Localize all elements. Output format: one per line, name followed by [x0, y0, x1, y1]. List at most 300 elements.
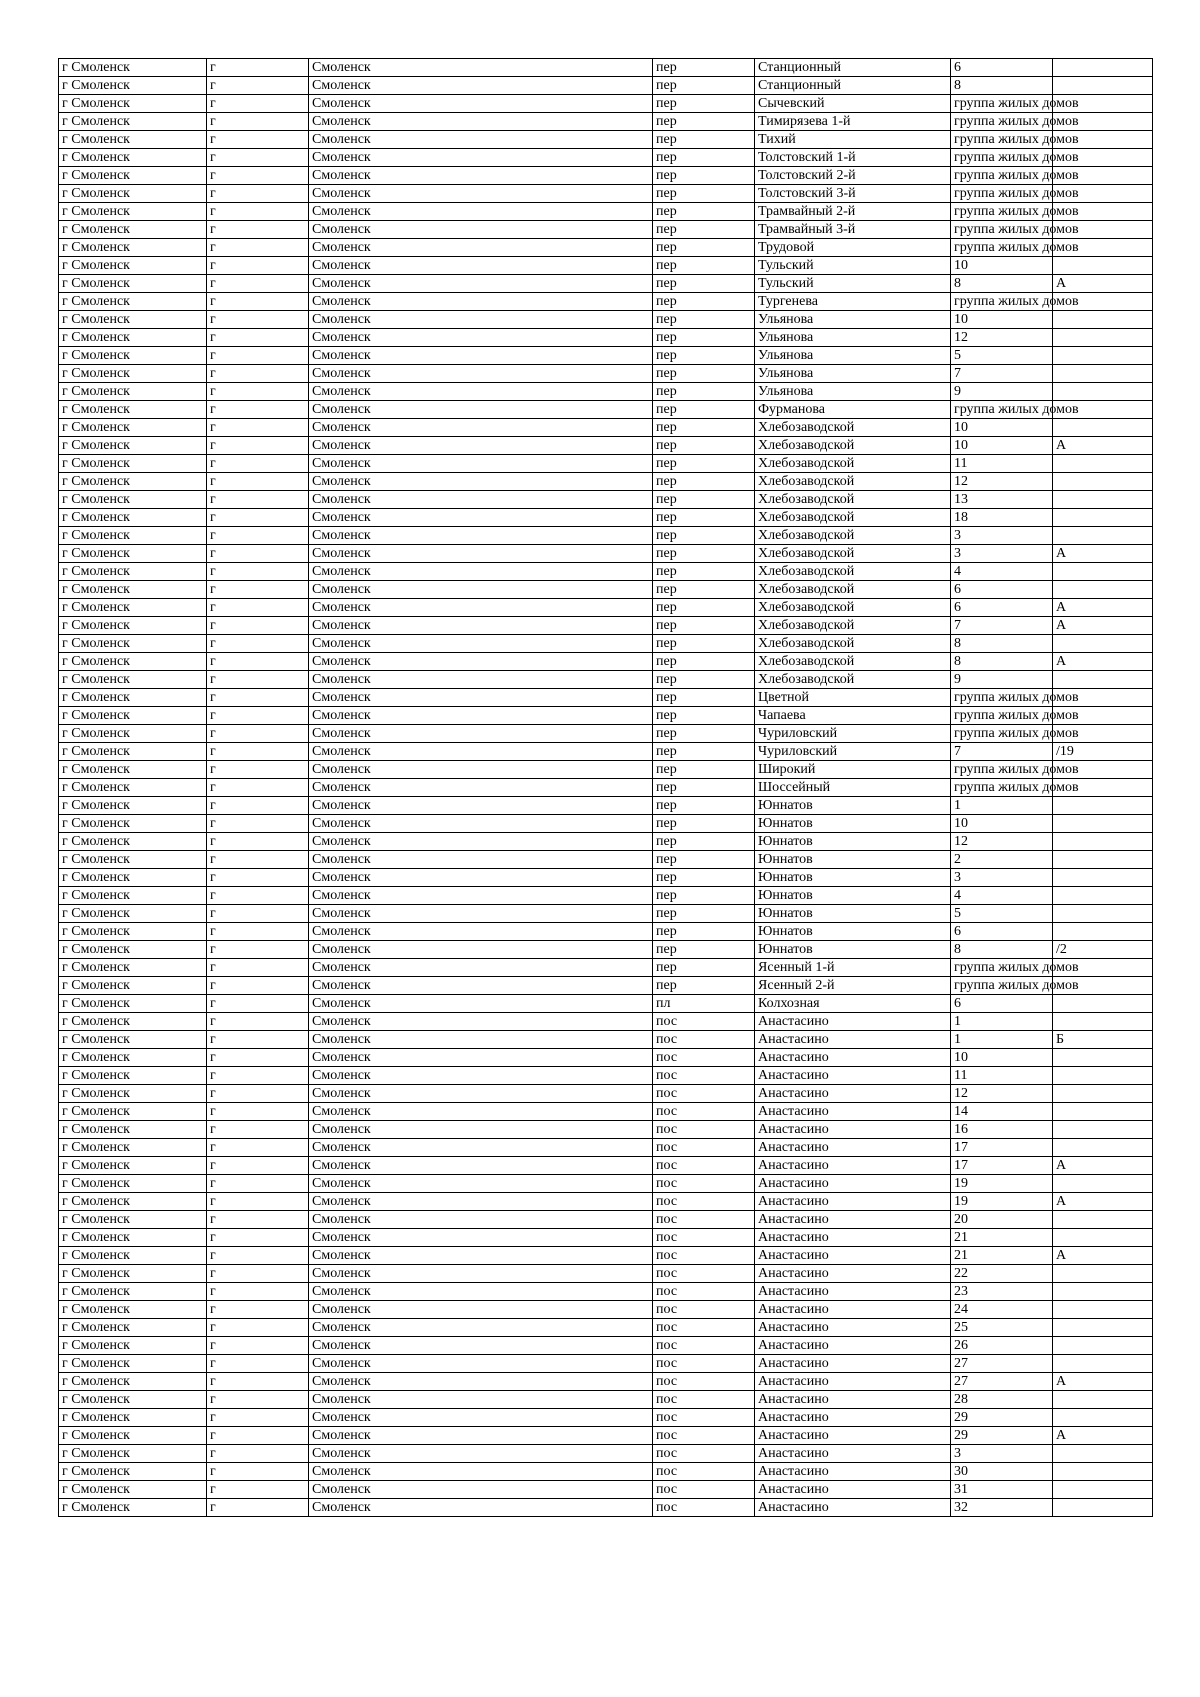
city-cell: г Смоленск — [59, 1157, 207, 1175]
table-row — [59, 77, 1153, 95]
house-number-cell: 26 — [951, 1337, 1053, 1355]
settlement-cell: Смоленск — [309, 1463, 653, 1481]
street-type-cell: пл — [653, 995, 755, 1013]
building-letter-cell — [1053, 329, 1153, 347]
house-number-cell: 10 — [951, 311, 1053, 329]
city-type-cell: г — [207, 347, 309, 365]
house-number-cell: группа жилых домов — [951, 761, 1053, 779]
building-letter-cell — [1053, 1265, 1153, 1283]
house-number-cell: группа жилых домов — [951, 113, 1053, 131]
street-type-cell: пос — [653, 1157, 755, 1175]
house-number-cell: 6 — [951, 923, 1053, 941]
settlement-cell: Смоленск — [309, 707, 653, 725]
building-letter-cell: А — [1053, 1193, 1153, 1211]
city-type-cell: г — [207, 509, 309, 527]
city-cell: г Смоленск — [59, 257, 207, 275]
street-type-cell: пер — [653, 671, 755, 689]
table-row — [59, 1229, 1153, 1247]
city-cell: г Смоленск — [59, 275, 207, 293]
city-type-cell: г — [207, 1013, 309, 1031]
table-row — [59, 149, 1153, 167]
city-cell: г Смоленск — [59, 671, 207, 689]
house-number-cell: 18 — [951, 509, 1053, 527]
city-type-cell: г — [207, 1049, 309, 1067]
street-type-cell: пос — [653, 1067, 755, 1085]
city-cell: г Смоленск — [59, 779, 207, 797]
city-type-cell: г — [207, 707, 309, 725]
building-letter-cell — [1053, 1121, 1153, 1139]
city-cell: г Смоленск — [59, 131, 207, 149]
table-row — [59, 131, 1153, 149]
street-type-cell: пер — [653, 95, 755, 113]
settlement-cell: Смоленск — [309, 1211, 653, 1229]
street-name-cell: Юннатов — [755, 941, 951, 959]
house-number-cell: 21 — [951, 1229, 1053, 1247]
city-cell: г Смоленск — [59, 329, 207, 347]
city-cell: г Смоленск — [59, 1193, 207, 1211]
city-type-cell: г — [207, 653, 309, 671]
street-type-cell: пер — [653, 689, 755, 707]
street-name-cell: Анастасино — [755, 1085, 951, 1103]
street-name-cell: Анастасино — [755, 1463, 951, 1481]
house-number-cell: 28 — [951, 1391, 1053, 1409]
city-cell: г Смоленск — [59, 1319, 207, 1337]
house-number-cell: 23 — [951, 1283, 1053, 1301]
city-type-cell: г — [207, 1211, 309, 1229]
table-row — [59, 959, 1153, 977]
city-cell: г Смоленск — [59, 401, 207, 419]
building-letter-cell — [1053, 419, 1153, 437]
house-number-cell: 6 — [951, 995, 1053, 1013]
street-name-cell: Анастасино — [755, 1427, 951, 1445]
street-name-cell: Анастасино — [755, 1193, 951, 1211]
street-type-cell: пос — [653, 1445, 755, 1463]
city-type-cell: г — [207, 635, 309, 653]
settlement-cell: Смоленск — [309, 1085, 653, 1103]
settlement-cell: Смоленск — [309, 347, 653, 365]
street-name-cell: Трамвайный 2-й — [755, 203, 951, 221]
settlement-cell: Смоленск — [309, 59, 653, 77]
street-type-cell: пер — [653, 131, 755, 149]
street-name-cell: Анастасино — [755, 1139, 951, 1157]
table-row — [59, 1175, 1153, 1193]
city-type-cell: г — [207, 1193, 309, 1211]
street-type-cell: пер — [653, 221, 755, 239]
city-type-cell: г — [207, 833, 309, 851]
house-number-cell: группа жилых домов — [951, 293, 1053, 311]
city-cell: г Смоленск — [59, 707, 207, 725]
settlement-cell: Смоленск — [309, 833, 653, 851]
table-row — [59, 1247, 1153, 1265]
table-row — [59, 977, 1153, 995]
street-name-cell: Юннатов — [755, 869, 951, 887]
house-number-cell: 4 — [951, 563, 1053, 581]
street-type-cell: пос — [653, 1499, 755, 1517]
city-type-cell: г — [207, 977, 309, 995]
house-number-cell: 7 — [951, 365, 1053, 383]
street-type-cell: пер — [653, 815, 755, 833]
street-name-cell: Цветной — [755, 689, 951, 707]
city-cell: г Смоленск — [59, 1175, 207, 1193]
table-row — [59, 437, 1153, 455]
street-type-cell: пос — [653, 1319, 755, 1337]
table-row — [59, 509, 1153, 527]
table-row — [59, 941, 1153, 959]
street-type-cell: пос — [653, 1481, 755, 1499]
building-letter-cell — [1053, 635, 1153, 653]
table-row — [59, 797, 1153, 815]
city-type-cell: г — [207, 797, 309, 815]
city-cell: г Смоленск — [59, 1049, 207, 1067]
building-letter-cell — [1053, 491, 1153, 509]
house-number-cell: 11 — [951, 455, 1053, 473]
settlement-cell: Смоленск — [309, 1445, 653, 1463]
building-letter-cell — [1053, 869, 1153, 887]
house-number-cell: 3 — [951, 545, 1053, 563]
street-type-cell: пер — [653, 347, 755, 365]
street-type-cell: пос — [653, 1355, 755, 1373]
street-name-cell: Тихий — [755, 131, 951, 149]
table-row — [59, 1373, 1153, 1391]
settlement-cell: Смоленск — [309, 689, 653, 707]
street-name-cell: Анастасино — [755, 1409, 951, 1427]
street-name-cell: Юннатов — [755, 815, 951, 833]
city-cell: г Смоленск — [59, 167, 207, 185]
settlement-cell: Смоленск — [309, 1301, 653, 1319]
street-name-cell: Анастасино — [755, 1319, 951, 1337]
city-type-cell: г — [207, 437, 309, 455]
street-name-cell: Анастасино — [755, 1211, 951, 1229]
city-cell: г Смоленск — [59, 815, 207, 833]
city-type-cell: г — [207, 1085, 309, 1103]
city-type-cell: г — [207, 1229, 309, 1247]
city-cell: г Смоленск — [59, 851, 207, 869]
table-row — [59, 419, 1153, 437]
city-type-cell: г — [207, 617, 309, 635]
table-row — [59, 239, 1153, 257]
house-number-cell: группа жилых домов — [951, 185, 1053, 203]
building-letter-cell — [1053, 1355, 1153, 1373]
city-cell: г Смоленск — [59, 203, 207, 221]
street-type-cell: пос — [653, 1193, 755, 1211]
building-letter-cell — [1053, 1463, 1153, 1481]
house-number-cell: группа жилых домов — [951, 725, 1053, 743]
street-name-cell: Юннатов — [755, 851, 951, 869]
table-row — [59, 887, 1153, 905]
house-number-cell: 6 — [951, 581, 1053, 599]
settlement-cell: Смоленск — [309, 653, 653, 671]
settlement-cell: Смоленск — [309, 95, 653, 113]
settlement-cell: Смоленск — [309, 1481, 653, 1499]
street-name-cell: Хлебозаводской — [755, 491, 951, 509]
city-type-cell: г — [207, 1157, 309, 1175]
city-type-cell: г — [207, 473, 309, 491]
settlement-cell: Смоленск — [309, 1013, 653, 1031]
street-type-cell: пос — [653, 1049, 755, 1067]
table-row — [59, 545, 1153, 563]
city-type-cell: г — [207, 779, 309, 797]
street-type-cell: пер — [653, 635, 755, 653]
building-letter-cell: А — [1053, 1157, 1153, 1175]
street-type-cell: пер — [653, 527, 755, 545]
city-type-cell: г — [207, 527, 309, 545]
street-type-cell: пер — [653, 59, 755, 77]
city-type-cell: г — [207, 383, 309, 401]
house-number-cell: 10 — [951, 815, 1053, 833]
building-letter-cell: /2 — [1053, 941, 1153, 959]
city-type-cell: г — [207, 563, 309, 581]
settlement-cell: Смоленск — [309, 761, 653, 779]
street-type-cell: пер — [653, 599, 755, 617]
city-type-cell: г — [207, 1121, 309, 1139]
city-cell: г Смоленск — [59, 1247, 207, 1265]
city-cell: г Смоленск — [59, 1211, 207, 1229]
settlement-cell: Смоленск — [309, 401, 653, 419]
house-number-cell: 19 — [951, 1175, 1053, 1193]
city-cell: г Смоленск — [59, 1445, 207, 1463]
building-letter-cell — [1053, 77, 1153, 95]
street-type-cell: пер — [653, 761, 755, 779]
house-number-cell: группа жилых домов — [951, 95, 1053, 113]
street-name-cell: Ясенный 1-й — [755, 959, 951, 977]
house-number-cell: 19 — [951, 1193, 1053, 1211]
table-row — [59, 1211, 1153, 1229]
city-cell: г Смоленск — [59, 833, 207, 851]
settlement-cell: Смоленск — [309, 491, 653, 509]
street-type-cell: пер — [653, 833, 755, 851]
street-type-cell: пер — [653, 977, 755, 995]
house-number-cell: 1 — [951, 1013, 1053, 1031]
house-number-cell: группа жилых домов — [951, 131, 1053, 149]
building-letter-cell — [1053, 851, 1153, 869]
settlement-cell: Смоленск — [309, 1319, 653, 1337]
settlement-cell: Смоленск — [309, 941, 653, 959]
street-name-cell: Ульянова — [755, 347, 951, 365]
settlement-cell: Смоленск — [309, 1427, 653, 1445]
table-row — [59, 923, 1153, 941]
settlement-cell: Смоленск — [309, 1337, 653, 1355]
city-cell: г Смоленск — [59, 455, 207, 473]
city-type-cell: г — [207, 1175, 309, 1193]
city-cell: г Смоленск — [59, 293, 207, 311]
house-number-cell: 21 — [951, 1247, 1053, 1265]
street-name-cell: Хлебозаводской — [755, 527, 951, 545]
building-letter-cell — [1053, 833, 1153, 851]
city-cell: г Смоленск — [59, 95, 207, 113]
street-type-cell: пер — [653, 869, 755, 887]
street-name-cell: Ульянова — [755, 329, 951, 347]
building-letter-cell — [1053, 1481, 1153, 1499]
building-letter-cell: А — [1053, 1247, 1153, 1265]
street-type-cell: пос — [653, 1121, 755, 1139]
building-letter-cell — [1053, 1229, 1153, 1247]
building-letter-cell — [1053, 365, 1153, 383]
table-row — [59, 815, 1153, 833]
building-letter-cell — [1053, 347, 1153, 365]
city-type-cell: г — [207, 203, 309, 221]
street-name-cell: Ульянова — [755, 311, 951, 329]
house-number-cell: 17 — [951, 1157, 1053, 1175]
street-name-cell: Ясенный 2-й — [755, 977, 951, 995]
street-type-cell: пер — [653, 293, 755, 311]
street-type-cell: пос — [653, 1283, 755, 1301]
street-name-cell: Трудовой — [755, 239, 951, 257]
city-cell: г Смоленск — [59, 635, 207, 653]
table-row — [59, 617, 1153, 635]
table-row — [59, 1499, 1153, 1517]
city-cell: г Смоленск — [59, 545, 207, 563]
street-name-cell: Анастасино — [755, 1067, 951, 1085]
building-letter-cell — [1053, 1103, 1153, 1121]
street-name-cell: Анастасино — [755, 1355, 951, 1373]
street-name-cell: Тульский — [755, 257, 951, 275]
house-number-cell: 10 — [951, 257, 1053, 275]
city-type-cell: г — [207, 419, 309, 437]
city-cell: г Смоленск — [59, 1013, 207, 1031]
street-name-cell: Юннатов — [755, 797, 951, 815]
building-letter-cell — [1053, 383, 1153, 401]
settlement-cell: Смоленск — [309, 815, 653, 833]
building-letter-cell — [1053, 473, 1153, 491]
city-cell: г Смоленск — [59, 1139, 207, 1157]
house-number-cell: группа жилых домов — [951, 707, 1053, 725]
street-type-cell: пос — [653, 1013, 755, 1031]
house-number-cell: группа жилых домов — [951, 977, 1053, 995]
house-number-cell: 25 — [951, 1319, 1053, 1337]
house-number-cell: 8 — [951, 653, 1053, 671]
city-type-cell: г — [207, 1463, 309, 1481]
street-name-cell: Чуриловский — [755, 725, 951, 743]
street-name-cell: Анастасино — [755, 1373, 951, 1391]
table-row — [59, 833, 1153, 851]
street-name-cell: Станционный — [755, 77, 951, 95]
settlement-cell: Смоленск — [309, 383, 653, 401]
city-type-cell: г — [207, 167, 309, 185]
building-letter-cell — [1053, 1337, 1153, 1355]
table-row — [59, 635, 1153, 653]
city-type-cell: г — [207, 59, 309, 77]
table-row — [59, 275, 1153, 293]
house-number-cell: 12 — [951, 473, 1053, 491]
street-name-cell: Хлебозаводской — [755, 455, 951, 473]
settlement-cell: Смоленск — [309, 923, 653, 941]
house-number-cell: 3 — [951, 527, 1053, 545]
street-name-cell: Анастасино — [755, 1445, 951, 1463]
house-number-cell: группа жилых домов — [951, 203, 1053, 221]
settlement-cell: Смоленск — [309, 1265, 653, 1283]
settlement-cell: Смоленск — [309, 1067, 653, 1085]
street-type-cell: пос — [653, 1229, 755, 1247]
building-letter-cell: Б — [1053, 1031, 1153, 1049]
table-row — [59, 689, 1153, 707]
street-name-cell: Сычевский — [755, 95, 951, 113]
city-type-cell: г — [207, 959, 309, 977]
address-table-body — [59, 59, 1153, 1517]
building-letter-cell — [1053, 59, 1153, 77]
settlement-cell: Смоленск — [309, 239, 653, 257]
settlement-cell: Смоленск — [309, 977, 653, 995]
table-row — [59, 707, 1153, 725]
street-name-cell: Хлебозаводской — [755, 581, 951, 599]
city-type-cell: г — [207, 1067, 309, 1085]
street-type-cell: пос — [653, 1139, 755, 1157]
house-number-cell: 30 — [951, 1463, 1053, 1481]
street-type-cell: пос — [653, 1301, 755, 1319]
city-cell: г Смоленск — [59, 1463, 207, 1481]
city-cell: г Смоленск — [59, 1229, 207, 1247]
settlement-cell: Смоленск — [309, 743, 653, 761]
city-cell: г Смоленск — [59, 617, 207, 635]
building-letter-cell — [1053, 1175, 1153, 1193]
city-cell: г Смоленск — [59, 113, 207, 131]
house-number-cell: 2 — [951, 851, 1053, 869]
building-letter-cell — [1053, 311, 1153, 329]
table-row — [59, 113, 1153, 131]
building-letter-cell — [1053, 509, 1153, 527]
city-cell: г Смоленск — [59, 239, 207, 257]
city-type-cell: г — [207, 581, 309, 599]
street-type-cell: пер — [653, 77, 755, 95]
street-name-cell: Хлебозаводской — [755, 671, 951, 689]
building-letter-cell — [1053, 1139, 1153, 1157]
street-name-cell: Хлебозаводской — [755, 635, 951, 653]
city-type-cell: г — [207, 113, 309, 131]
settlement-cell: Смоленск — [309, 365, 653, 383]
building-letter-cell — [1053, 1013, 1153, 1031]
street-name-cell: Хлебозаводской — [755, 509, 951, 527]
table-row — [59, 1337, 1153, 1355]
building-letter-cell: А — [1053, 545, 1153, 563]
city-type-cell: г — [207, 185, 309, 203]
city-type-cell: г — [207, 1301, 309, 1319]
table-row — [59, 743, 1153, 761]
table-row — [59, 1193, 1153, 1211]
street-type-cell: пер — [653, 419, 755, 437]
house-number-cell: 3 — [951, 1445, 1053, 1463]
building-letter-cell — [1053, 257, 1153, 275]
city-type-cell: г — [207, 329, 309, 347]
table-row — [59, 1355, 1153, 1373]
city-type-cell: г — [207, 455, 309, 473]
city-cell: г Смоленск — [59, 1121, 207, 1139]
house-number-cell: группа жилых домов — [951, 689, 1053, 707]
settlement-cell: Смоленск — [309, 149, 653, 167]
house-number-cell: 9 — [951, 671, 1053, 689]
street-type-cell: пер — [653, 329, 755, 347]
street-type-cell: пер — [653, 167, 755, 185]
table-row — [59, 1481, 1153, 1499]
settlement-cell: Смоленск — [309, 185, 653, 203]
building-letter-cell: А — [1053, 617, 1153, 635]
street-type-cell: пос — [653, 1031, 755, 1049]
settlement-cell: Смоленск — [309, 725, 653, 743]
house-number-cell: 6 — [951, 599, 1053, 617]
house-number-cell: 11 — [951, 1067, 1053, 1085]
settlement-cell: Смоленск — [309, 77, 653, 95]
settlement-cell: Смоленск — [309, 1499, 653, 1517]
street-type-cell: пер — [653, 959, 755, 977]
street-type-cell: пер — [653, 941, 755, 959]
building-letter-cell — [1053, 1409, 1153, 1427]
street-name-cell: Фурманова — [755, 401, 951, 419]
city-type-cell: г — [207, 149, 309, 167]
city-type-cell: г — [207, 1445, 309, 1463]
settlement-cell: Смоленск — [309, 113, 653, 131]
settlement-cell: Смоленск — [309, 1247, 653, 1265]
street-type-cell: пер — [653, 437, 755, 455]
street-name-cell: Анастасино — [755, 1391, 951, 1409]
building-letter-cell — [1053, 527, 1153, 545]
